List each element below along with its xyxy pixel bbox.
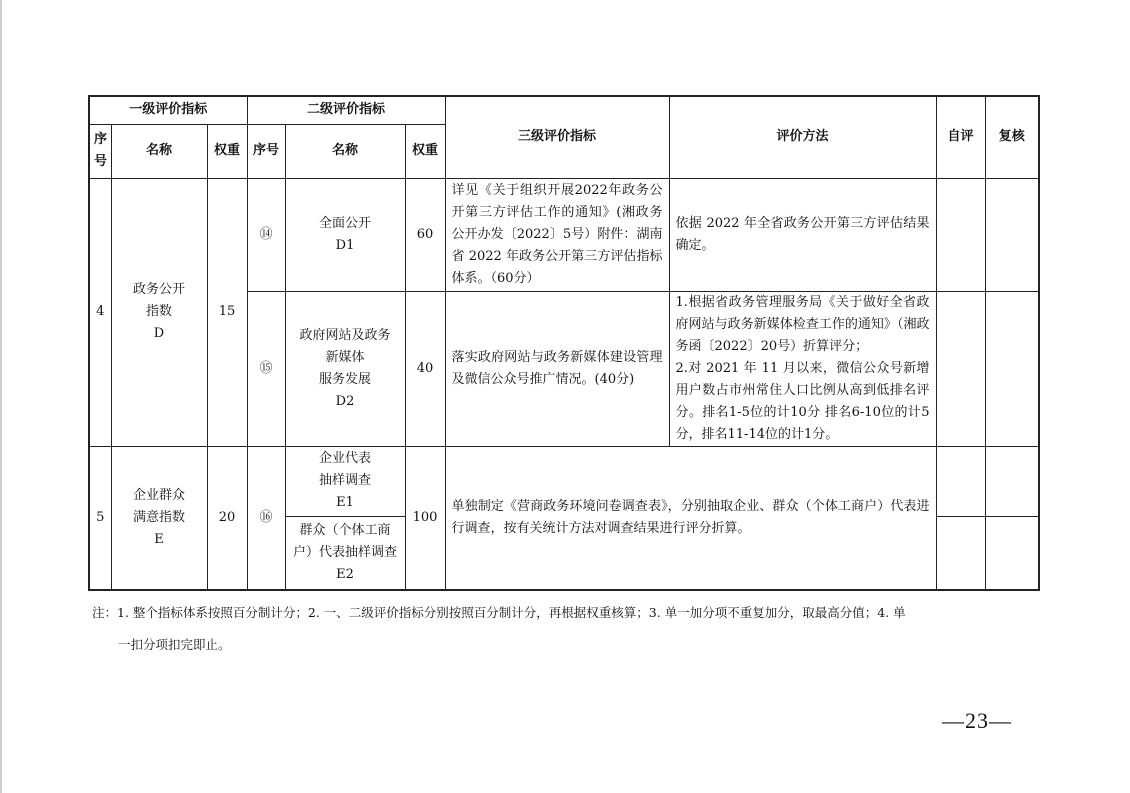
header-level2: 二级评价指标 — [247, 96, 445, 124]
row-seq: 4 — [89, 178, 111, 446]
header-seq: 序 号 — [89, 124, 111, 178]
sub-name: 企业代表 抽样调查 E1 — [285, 446, 405, 516]
header-method: 评价方法 — [669, 96, 936, 178]
self-eval-cell — [936, 516, 985, 590]
sub-seq: ⑮ — [247, 291, 285, 446]
page-number: —23— — [942, 708, 1012, 733]
header-row-1 — [89, 96, 1039, 124]
header-name2: 名称 — [285, 124, 405, 178]
row-name: 企业群众 满意指数 E — [111, 446, 207, 590]
sub-name: 群众（个体工商 户）代表抽样调查 E2 — [285, 516, 405, 590]
row-name: 政务公开 指数 D — [111, 178, 207, 446]
self-eval-cell — [936, 446, 985, 516]
header-weight2: 权重 — [405, 124, 445, 178]
sub-seq: ⑭ — [247, 178, 285, 291]
review-cell — [985, 446, 1039, 516]
review-cell — [985, 291, 1039, 446]
sub-weight: 60 — [405, 178, 445, 291]
sub-name: 全面公开 D1 — [285, 178, 405, 291]
sub-name: 政府网站及政务 新媒体 服务发展 D2 — [285, 291, 405, 446]
row-seq: 5 — [89, 446, 111, 590]
review-cell — [985, 178, 1039, 291]
header-seq2: 序号 — [247, 124, 285, 178]
footnote-line-1: 注：1. 整个指标体系按照百分制计分；2. 一、二级评价指标分别按照百分制计分，再根据权重核算；3. 单一加分项不重复加分，取最高分值；4. 单 — [92, 605, 906, 620]
table-row — [89, 446, 1039, 516]
footnote — [92, 597, 1017, 661]
header-level3: 三级评价指标 — [445, 96, 669, 178]
self-eval-cell — [936, 291, 985, 446]
footnote-line-2: 一扣分项扣完即止。 — [118, 637, 231, 652]
level3-text: 详见《关于组织开展2022年政务公开第三方评估工作的通知》(湘政务公开办发〔2022〕5号）附件：湖南省 2022 年政务公开第三方评估指标体系。（60分） — [445, 178, 669, 291]
sub-weight: 40 — [405, 291, 445, 446]
merged-method-text: 单独制定《营商政务环境问卷调查表》，分别抽取企业、群众（个体工商户）代表进行调查，按有关统计方法对调查结果进行评分折算。 — [445, 446, 936, 590]
page-edge-shadow — [0, 0, 2, 793]
method-text: 依据 2022 年全省政务公开第三方评估结果确定。 — [669, 178, 936, 291]
sub-weight: 100 — [405, 446, 445, 590]
header-self-eval: 自评 — [936, 96, 985, 178]
header-name: 名称 — [111, 124, 207, 178]
evaluation-index-table — [88, 95, 1040, 591]
header-review: 复核 — [985, 96, 1039, 178]
method-text: 1.根据省政务管理服务局《关于做好全省政府网站与政务新媒体检查工作的通知》（湘政务函〔2022〕20号）折算评分； 2.对 2021 年 11 月以来，微信公众号新增用户数占市州常住人口比例从高到低排名评分。排名1-5位的计10分 排名6-10位的计5分，排名11-14位的计1分。 — [669, 291, 936, 446]
review-cell — [985, 516, 1039, 590]
header-level1: 一级评价指标 — [89, 96, 247, 124]
table-row — [89, 178, 1039, 291]
level3-text: 落实政府网站与政务新媒体建设管理及微信公众号推广情况。(40分) — [445, 291, 669, 446]
row-weight: 20 — [207, 446, 247, 590]
sub-seq: ⑯ — [247, 446, 285, 590]
row-weight: 15 — [207, 178, 247, 446]
self-eval-cell — [936, 178, 985, 291]
header-weight: 权重 — [207, 124, 247, 178]
